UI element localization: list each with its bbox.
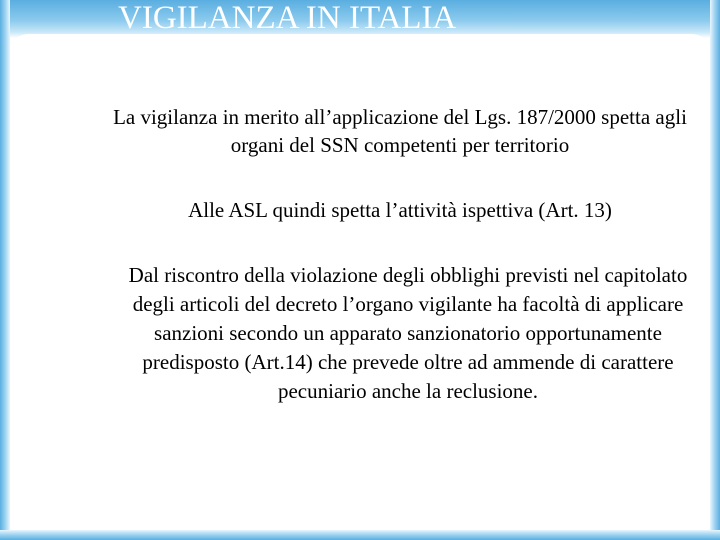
paragraph-asl: Alle ASL quindi spetta l’attività ispettiva (Art. 13)	[188, 198, 612, 222]
frame-left-border	[0, 0, 10, 540]
frame-bottom-border	[0, 530, 720, 540]
paragraph-vigilanza: La vigilanza in merito all’applicazione del Lgs. 187/2000 spetta agli organi del SSN competenti per territorio	[113, 105, 687, 157]
frame-right-border	[710, 0, 720, 540]
paragraph-sanzioni: Dal riscontro della violazione degli obblighi previsti nel capitolato degli articoli del decreto l’organo vigilante ha facoltà di applicare sanzioni secondo un apparato sanzionatorio opportunamente predisposto (Art.14) che prevede oltre ad ammende di carattere pecuniario anche la reclusione.	[128, 263, 688, 403]
slide-title: VIGILANZA IN ITALIA	[118, 0, 457, 32]
